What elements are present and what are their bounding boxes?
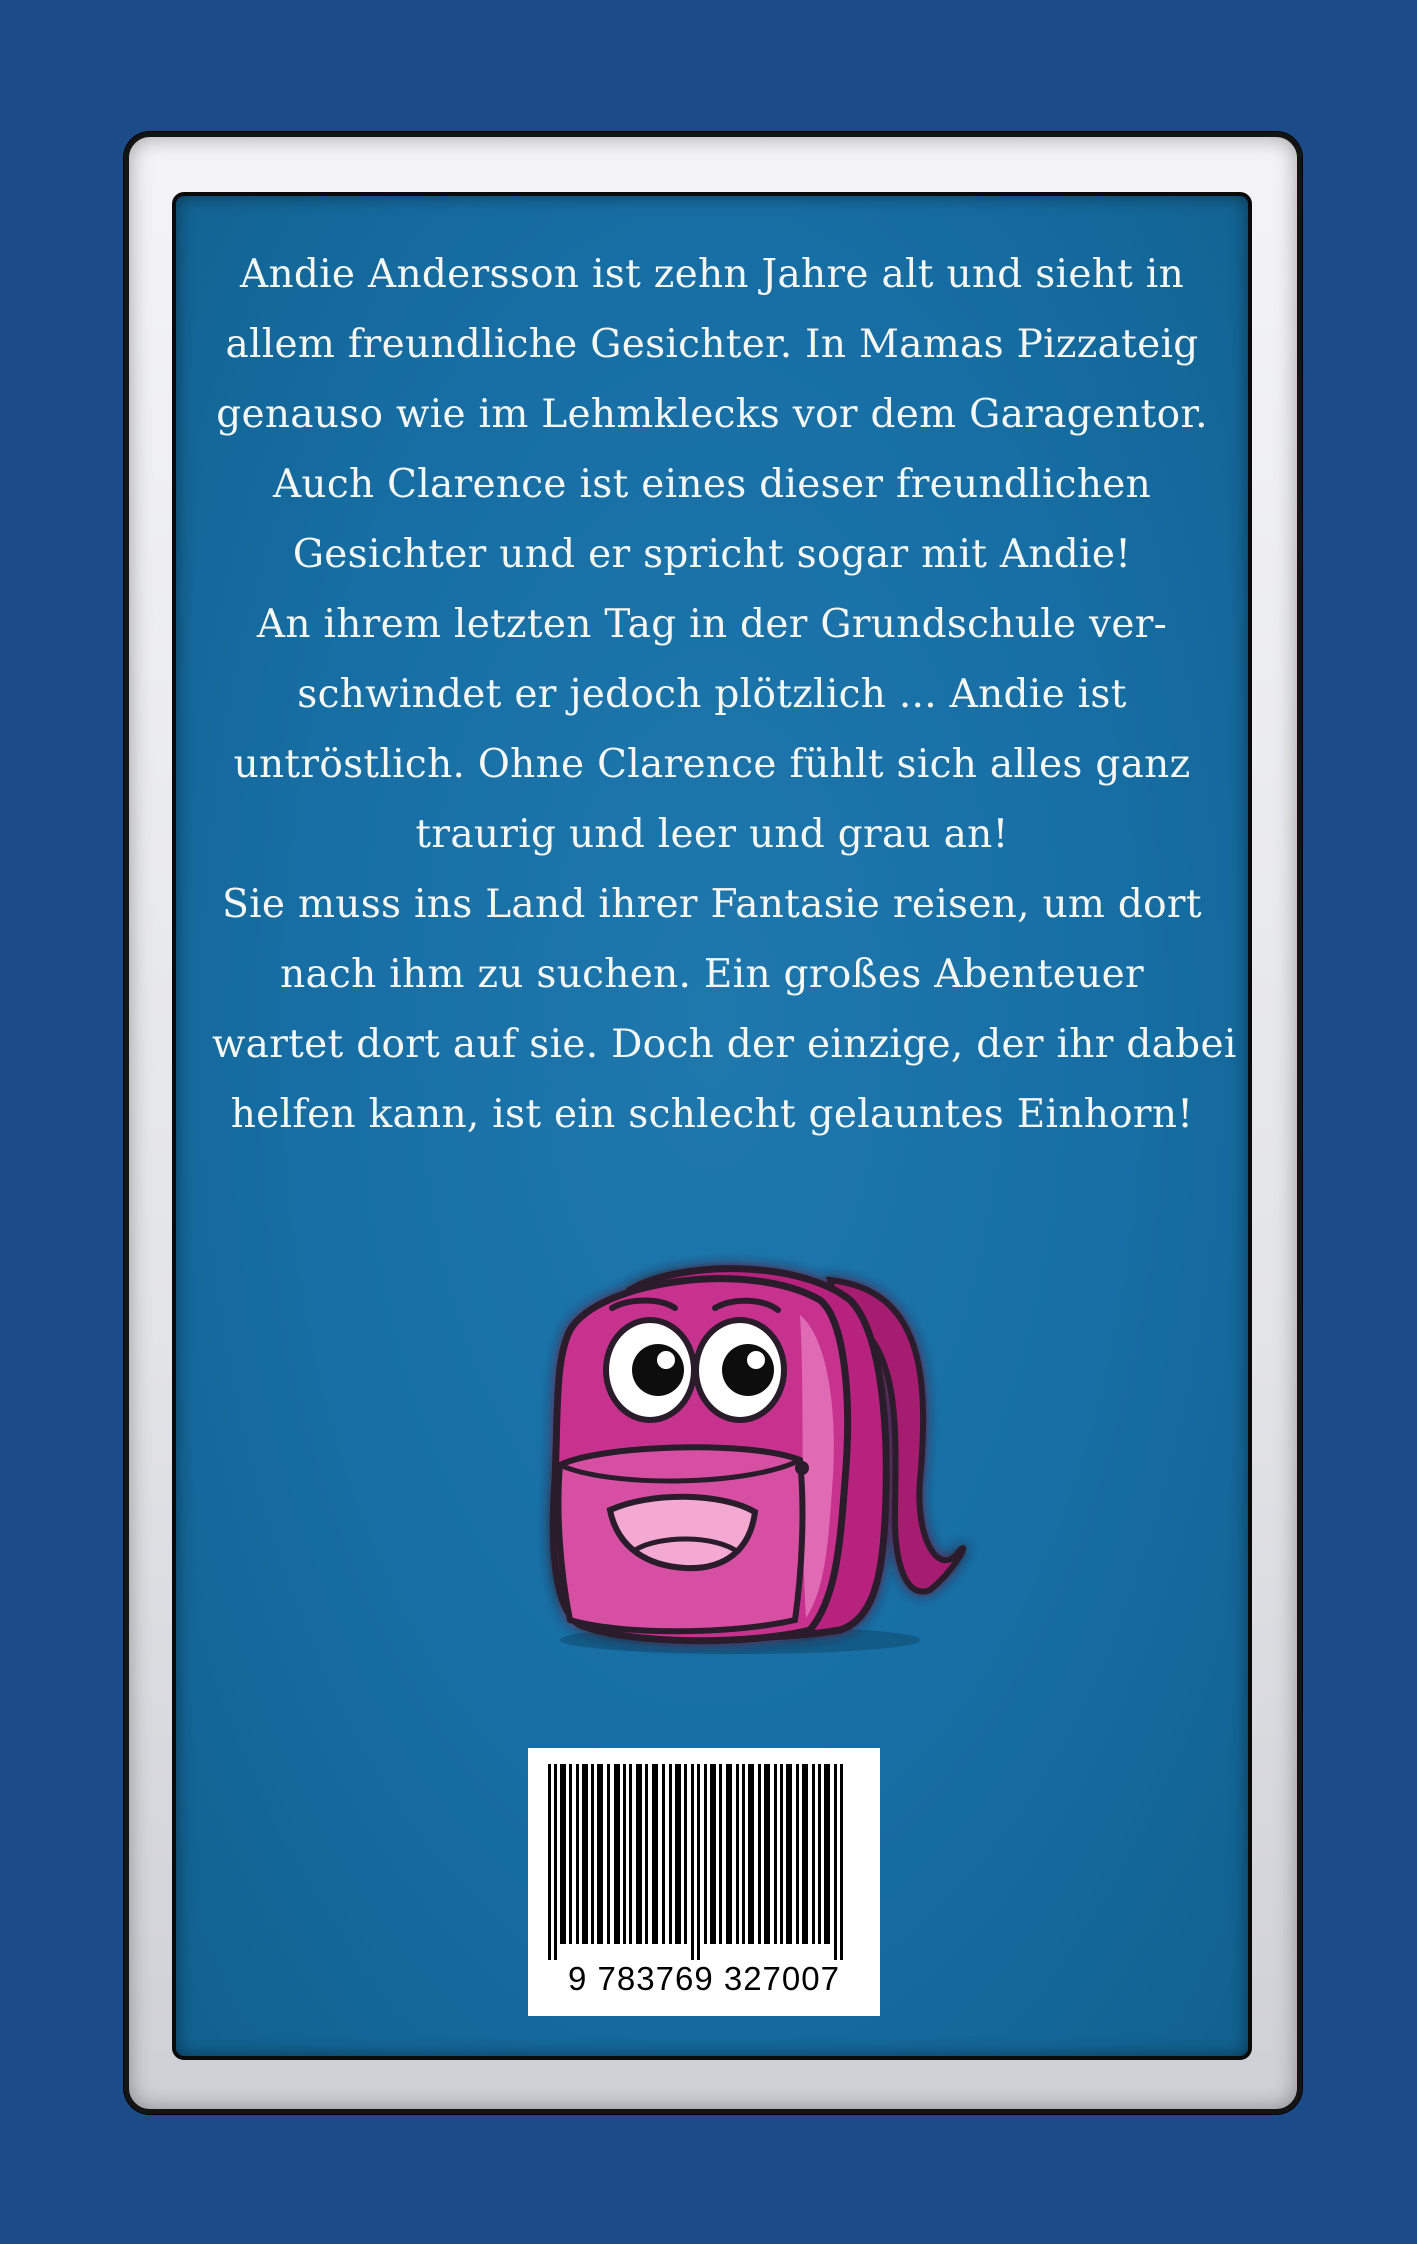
isbn-barcode xyxy=(528,1748,880,2016)
blurb-line: wartet dort auf sie. Doch der einzige, der ihr dabei xyxy=(212,1022,1237,1067)
blurb-line: An ihrem letzten Tag in der Grundschule ver- xyxy=(256,602,1168,647)
blurb-line: nach ihm zu suchen. Ein großes Abenteuer xyxy=(280,952,1144,997)
blurb-line: genauso wie im Lehmklecks vor dem Garagentor. xyxy=(216,392,1208,437)
blurb-line: Gesichter und er spricht sogar mit Andie! xyxy=(292,532,1132,577)
blurb-line: Sie muss ins Land ihrer Fantasie reisen, um dort xyxy=(222,882,1202,927)
blurb-line: helfen kann, ist ein schlecht gelauntes Einhorn! xyxy=(230,1092,1194,1137)
blurb-line: schwindet er jedoch plötzlich ... Andie ist xyxy=(297,672,1127,717)
blurb-line: allem freundliche Gesichter. In Mamas Pizzateig xyxy=(225,322,1199,367)
backpack-character-icon xyxy=(500,1220,980,1680)
blurb-line: traurig und leer und grau an! xyxy=(415,812,1009,857)
blurb-line: Auch Clarence ist eines dieser freundlichen xyxy=(272,462,1152,507)
blurb-line: Andie Andersson ist zehn Jahre alt und sieht in xyxy=(240,252,1184,297)
blurb-line: untröstlich. Ohne Clarence fühlt sich alles ganz xyxy=(233,742,1191,787)
back-cover-blurb xyxy=(212,240,1237,1150)
isbn-number: 9 783769 327007 xyxy=(568,1960,840,1997)
barcode-icon xyxy=(528,1748,880,1963)
